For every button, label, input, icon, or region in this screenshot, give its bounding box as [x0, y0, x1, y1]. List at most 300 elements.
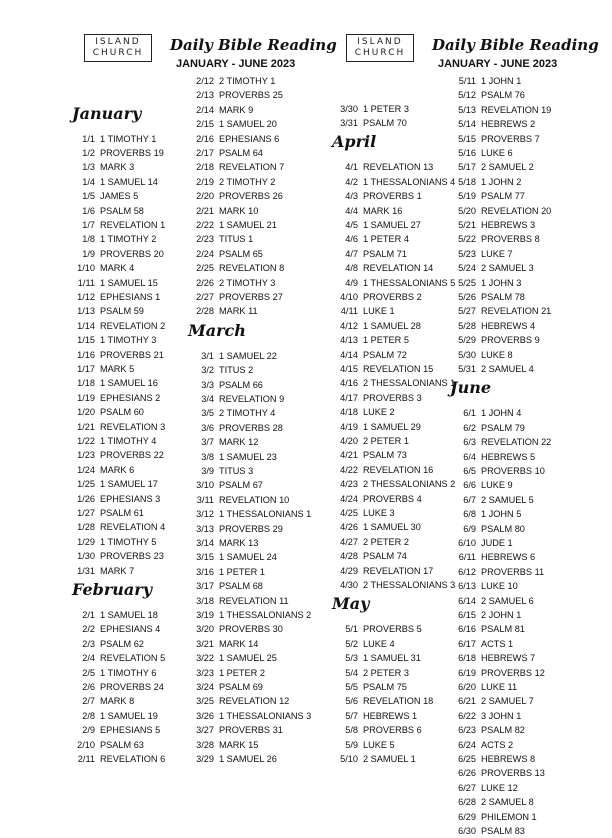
reading-passage: 2 THESSALONIANS 1	[363, 378, 456, 389]
date-range-subtitle: JANUARY - JUNE 2023	[176, 58, 296, 70]
reading-passage: REVELATION 19	[481, 104, 552, 115]
reading-date: 4/12	[340, 320, 358, 331]
reading-row	[186, 88, 283, 102]
reading-date: 6/17	[458, 638, 476, 649]
reading-row	[448, 304, 551, 318]
reading-date: 3/27	[196, 725, 214, 736]
reading-passage: 2 SAMUEL 8	[481, 797, 534, 808]
reading-row	[448, 666, 545, 680]
reading-passage: PROVERBS 8	[481, 234, 540, 245]
reading-date: 3/23	[196, 667, 214, 678]
reading-row	[186, 637, 258, 651]
reading-date: 4/29	[340, 565, 358, 576]
reading-date: 6/3	[463, 437, 476, 448]
reading-passage: PSALM 59	[100, 306, 144, 317]
reading-row	[448, 478, 513, 492]
reading-passage: MARK 15	[219, 739, 259, 750]
reading-passage: LUKE 4	[363, 638, 395, 649]
reading-date: 3/26	[196, 710, 214, 721]
reading-passage: PSALM 75	[363, 681, 407, 692]
reading-date: 1/27	[77, 507, 95, 518]
reading-passage: PROVERBS 11	[481, 566, 545, 577]
reading-passage: EPHESIANS 3	[100, 493, 161, 504]
reading-passage: REVELATION 4	[100, 522, 166, 533]
reading-row	[448, 493, 534, 507]
reading-passage: HEBREWS 7	[481, 653, 536, 664]
reading-row	[330, 261, 433, 275]
reading-passage: PSALM 67	[219, 480, 263, 491]
reading-date: 5/20	[458, 205, 476, 216]
reading-passage: HEBREWS 4	[481, 320, 536, 331]
reading-date: 5/19	[458, 191, 476, 202]
reading-passage: 1 TIMOTHY 1	[100, 133, 157, 144]
reading-passage: EPHESIANS 5	[100, 725, 161, 736]
reading-row	[330, 232, 409, 246]
reading-date: 1/12	[77, 291, 95, 302]
reading-passage: 1 SAMUEL 22	[219, 350, 277, 361]
reading-passage: 1 SAMUEL 20	[219, 119, 277, 130]
reading-date: 1/29	[77, 536, 95, 547]
reading-date: 5/11	[458, 76, 476, 86]
reading-passage: PSALM 73	[363, 450, 407, 461]
reading-date: 1/31	[77, 565, 95, 576]
reading-row	[448, 362, 534, 376]
reading-row	[330, 204, 402, 218]
reading-row	[330, 477, 455, 491]
reading-date: 6/14	[458, 595, 476, 606]
reading-date: 2/9	[82, 725, 95, 736]
month-heading: June	[450, 378, 492, 398]
reading-passage: 1 JOHN 3	[481, 277, 522, 288]
logo-line-2: CHURCH	[92, 48, 144, 58]
reading-passage: 1 PETER 2	[219, 667, 265, 678]
reading-passage: REVELATION 11	[219, 595, 289, 606]
reading-date: 2/28	[196, 306, 214, 317]
reading-row	[448, 738, 513, 752]
reading-date: 1/1	[82, 133, 95, 144]
reading-date: 4/1	[345, 162, 358, 173]
reading-row	[186, 146, 263, 160]
reading-row	[330, 376, 455, 390]
reading-row	[330, 637, 395, 651]
reading-date: 6/26	[458, 768, 476, 779]
reading-passage: 1 THESSALONIANS 4	[363, 176, 456, 187]
reading-row	[330, 189, 422, 203]
reading-date: 3/14	[196, 538, 214, 548]
reading-row	[70, 535, 156, 549]
reading-passage: PROVERBS 22	[100, 450, 164, 461]
reading-passage: 1 SAMUEL 29	[363, 421, 421, 432]
reading-passage: 2 SAMUEL 6	[481, 595, 534, 606]
reading-row	[70, 132, 156, 146]
reading-date: 3/29	[196, 754, 214, 764]
reading-row	[70, 160, 134, 174]
reading-date: 6/30	[458, 826, 476, 836]
reading-row	[186, 594, 289, 608]
reading-row	[186, 450, 277, 464]
reading-date: 4/4	[345, 205, 358, 216]
reading-date: 1/17	[77, 363, 95, 374]
reading-passage: PSALM 81	[481, 624, 525, 635]
reading-row	[70, 738, 144, 752]
reading-row	[448, 579, 518, 593]
reading-date: 3/1	[201, 350, 214, 361]
reading-date: 2/5	[82, 667, 95, 678]
reading-row	[186, 507, 311, 521]
reading-passage: MARK 3	[100, 162, 135, 173]
reading-passage: 1 TIMOTHY 4	[100, 435, 157, 446]
reading-row	[330, 362, 433, 376]
reading-row	[448, 709, 521, 723]
reading-row	[330, 218, 421, 232]
reading-passage: PROVERBS 28	[219, 422, 283, 433]
church-logo	[346, 34, 414, 62]
reading-passage: PROVERBS 3	[363, 392, 422, 403]
reading-date: 4/30	[340, 579, 358, 590]
reading-date: 1/3	[82, 162, 95, 173]
reading-row	[70, 549, 164, 563]
reading-date: 3/18	[196, 595, 214, 606]
reading-row	[186, 651, 277, 665]
reading-date: 2/24	[196, 248, 214, 259]
reading-row	[70, 362, 134, 376]
reading-passage: 1 PETER 4	[363, 234, 409, 245]
reading-date: 4/10	[340, 291, 358, 302]
reading-row	[330, 434, 409, 448]
reading-passage: 1 SAMUEL 25	[219, 653, 277, 664]
reading-row	[186, 680, 263, 694]
reading-date: 2/10	[77, 739, 95, 750]
reading-row	[448, 276, 521, 290]
reading-row	[330, 319, 421, 333]
reading-row	[186, 493, 289, 507]
reading-row	[70, 448, 164, 462]
reading-row	[70, 651, 165, 665]
reading-passage: 2 SAMUEL 7	[481, 696, 534, 707]
reading-passage: 1 PETER 1	[219, 566, 265, 577]
reading-row	[448, 132, 540, 146]
reading-date: 3/17	[196, 581, 214, 592]
reading-passage: PHILEMON 1	[481, 811, 537, 822]
reading-row	[70, 420, 165, 434]
reading-date: 5/6	[345, 696, 358, 707]
reading-row	[186, 536, 258, 550]
reading-row	[448, 421, 525, 435]
reading-date: 6/22	[458, 710, 476, 721]
reading-row	[330, 738, 395, 752]
reading-row	[330, 680, 407, 694]
reading-passage: JAMES 5	[100, 191, 139, 202]
reading-date: 3/15	[196, 552, 214, 563]
reading-date: 5/9	[345, 739, 358, 750]
reading-row	[186, 204, 258, 218]
reading-row	[70, 204, 144, 218]
reading-date: 2/3	[82, 638, 95, 649]
month-heading: February	[72, 579, 153, 599]
reading-passage: 2 PETER 1	[363, 435, 409, 446]
date-range-subtitle: JANUARY - JUNE 2023	[438, 58, 558, 70]
reading-passage: 2 JOHN 1	[481, 610, 522, 620]
reading-passage: PROVERBS 10	[481, 466, 545, 476]
reading-passage: 2 TIMOTHY 4	[219, 408, 276, 419]
reading-date: 4/5	[345, 219, 358, 230]
reading-date: 3/10	[196, 480, 214, 491]
reading-row	[70, 189, 138, 203]
reading-row	[448, 348, 513, 362]
reading-date: 4/7	[345, 248, 358, 259]
reading-passage: REVELATION 7	[219, 162, 285, 173]
reading-passage: PSALM 63	[100, 739, 144, 750]
reading-date: 2/11	[77, 753, 95, 764]
reading-passage: PSALM 76	[481, 90, 525, 101]
reading-row	[186, 175, 275, 189]
reading-date: 4/21	[340, 450, 358, 461]
reading-date: 4/23	[340, 479, 358, 490]
reading-row	[70, 564, 134, 578]
reading-date: 2/2	[82, 624, 95, 635]
reading-passage: REVELATION 13	[363, 162, 434, 173]
reading-date: 5/24	[458, 263, 476, 274]
reading-row	[448, 74, 521, 88]
reading-row	[70, 520, 165, 534]
reading-passage: PROVERBS 9	[481, 335, 540, 346]
reading-passage: 1 SAMUEL 19	[100, 710, 158, 721]
reading-row	[448, 290, 525, 304]
reading-passage: LUKE 6	[481, 148, 513, 158]
reading-passage: REVELATION 5	[100, 653, 166, 664]
reading-passage: PSALM 71	[363, 248, 407, 259]
reading-date: 3/30	[340, 103, 358, 114]
reading-row	[186, 579, 263, 593]
reading-date: 2/20	[196, 191, 214, 202]
reading-row	[70, 218, 165, 232]
reading-row	[70, 506, 144, 520]
reading-row	[186, 565, 265, 579]
reading-passage: 1 TIMOTHY 5	[100, 536, 157, 547]
reading-date: 1/11	[77, 277, 95, 288]
reading-passage: 2 PETER 3	[363, 667, 409, 678]
reading-passage: ACTS 2	[481, 739, 514, 750]
reading-row	[448, 117, 535, 131]
reading-date: 5/22	[458, 234, 476, 245]
reading-date: 2/21	[196, 205, 214, 216]
reading-row	[70, 434, 156, 448]
reading-passage: MARK 10	[219, 205, 259, 216]
reading-date: 3/24	[196, 682, 214, 692]
reading-date: 1/25	[77, 479, 95, 490]
reading-date: 6/25	[458, 754, 476, 764]
page-title: Daily Bible Reading	[432, 36, 599, 54]
reading-row	[186, 421, 283, 435]
reading-passage: PSALM 69	[219, 682, 263, 692]
reading-date: 4/2	[345, 176, 358, 187]
reading-row	[186, 103, 253, 117]
reading-date: 5/2	[345, 638, 358, 649]
reading-date: 3/28	[196, 739, 214, 750]
reading-date: 1/16	[77, 349, 95, 360]
reading-passage: REVELATION 20	[481, 205, 552, 216]
reading-row	[448, 247, 513, 261]
reading-date: 6/23	[458, 725, 476, 736]
reading-date: 5/21	[458, 220, 476, 230]
reading-passage: 2 SAMUEL 2	[481, 162, 534, 173]
reading-date: 6/20	[458, 682, 476, 692]
reading-passage: 2 SAMUEL 5	[481, 494, 534, 505]
reading-passage: MARK 12	[219, 437, 259, 448]
reading-row	[186, 435, 258, 449]
reading-date: 3/31	[340, 117, 358, 128]
reading-date: 6/18	[458, 653, 476, 664]
reading-row	[186, 522, 283, 536]
reading-passage: REVELATION 14	[363, 263, 434, 274]
reading-passage: PROVERBS 5	[363, 624, 422, 635]
reading-passage: HEBREWS 8	[481, 754, 536, 764]
reading-date: 1/7	[82, 219, 95, 230]
reading-row	[186, 276, 275, 290]
reading-date: 6/9	[463, 523, 476, 534]
reading-row	[330, 333, 409, 347]
reading-passage: REVELATION 10	[219, 494, 290, 505]
reading-date: 6/24	[458, 739, 476, 750]
reading-date: 5/30	[458, 349, 476, 360]
reading-passage: LUKE 11	[481, 682, 518, 692]
logo-line-1: ISLAND	[357, 37, 403, 47]
reading-passage: 1 JOHN 1	[481, 76, 522, 86]
reading-passage: PSALM 74	[363, 551, 407, 562]
reading-date: 2/4	[82, 653, 95, 664]
reading-row	[330, 520, 421, 534]
reading-row	[70, 146, 164, 160]
reading-row	[448, 565, 544, 579]
reading-date: 3/20	[196, 624, 214, 635]
reading-row	[330, 622, 422, 636]
reading-passage: 1 SAMUEL 17	[100, 479, 158, 490]
reading-row	[186, 406, 275, 420]
reading-date: 3/4	[201, 394, 214, 404]
reading-date: 4/17	[340, 392, 358, 403]
reading-date: 4/24	[340, 493, 358, 504]
reading-row	[186, 392, 284, 406]
reading-passage: PSALM 65	[219, 248, 263, 259]
reading-row	[70, 261, 134, 275]
reading-date: 1/28	[77, 522, 95, 533]
reading-passage: 1 THESSALONIANS 1	[219, 509, 312, 520]
reading-passage: 1 SAMUEL 18	[100, 609, 158, 620]
reading-passage: REVELATION 21	[481, 306, 552, 317]
reading-row	[330, 290, 422, 304]
month-heading: March	[188, 320, 246, 340]
reading-row	[70, 694, 134, 708]
reading-passage: 1 SAMUEL 30	[363, 522, 421, 533]
reading-row	[70, 608, 158, 622]
reading-passage: PSALM 72	[363, 349, 407, 360]
reading-date: 1/8	[82, 234, 95, 245]
reading-date: 4/11	[340, 306, 358, 317]
reading-passage: 2 SAMUEL 1	[363, 753, 416, 764]
reading-row	[330, 506, 395, 520]
reading-passage: 2 THESSALONIANS 3	[363, 579, 456, 590]
reading-date: 4/20	[340, 435, 358, 446]
reading-date: 2/12	[196, 76, 214, 86]
reading-date: 1/15	[77, 335, 95, 346]
reading-date: 3/16	[196, 566, 214, 577]
reading-row	[330, 578, 455, 592]
reading-passage: MARK 13	[219, 538, 259, 548]
reading-row	[448, 146, 513, 160]
reading-row	[186, 738, 258, 752]
reading-date: 1/6	[82, 205, 95, 216]
reading-date: 3/3	[201, 379, 214, 390]
reading-row	[186, 189, 283, 203]
reading-row	[330, 448, 407, 462]
reading-passage: REVELATION 3	[100, 421, 166, 432]
reading-passage: TITUS 1	[219, 234, 254, 245]
reading-passage: PSALM 68	[219, 581, 263, 592]
reading-passage: PROVERBS 13	[481, 768, 545, 779]
reading-row	[448, 450, 535, 464]
reading-row	[448, 594, 534, 608]
reading-date: 6/8	[463, 509, 476, 520]
reading-date: 1/5	[82, 191, 95, 202]
reading-date: 5/28	[458, 320, 476, 331]
church-logo	[84, 34, 152, 62]
reading-passage: MARK 16	[363, 205, 403, 216]
reading-row	[186, 117, 277, 131]
reading-date: 5/14	[458, 119, 476, 130]
reading-passage: PSALM 82	[481, 725, 525, 736]
reading-passage: PROVERBS 19	[100, 147, 164, 158]
reading-date: 5/13	[458, 104, 476, 115]
reading-date: 3/6	[201, 422, 214, 433]
month-heading: April	[332, 132, 377, 152]
reading-date: 5/12	[458, 90, 476, 101]
reading-passage: LUKE 10	[481, 581, 518, 592]
reading-row	[448, 723, 525, 737]
reading-row	[448, 694, 534, 708]
reading-row	[70, 290, 160, 304]
reading-row	[70, 666, 156, 680]
reading-passage: JUDE 1	[481, 538, 513, 548]
reading-row	[70, 622, 160, 636]
reading-date: 6/21	[458, 696, 476, 707]
reading-passage: 1 SAMUEL 15	[100, 277, 158, 288]
reading-row	[186, 464, 253, 478]
month-heading: January	[72, 103, 142, 123]
reading-row	[330, 709, 417, 723]
reading-row	[186, 290, 283, 304]
reading-date: 6/5	[463, 466, 476, 476]
reading-date: 6/10	[458, 538, 476, 548]
reading-passage: MARK 14	[219, 638, 259, 649]
reading-passage: ACTS 1	[481, 638, 514, 649]
reading-row	[70, 391, 160, 405]
reading-date: 5/25	[458, 277, 476, 288]
reading-passage: 1 TIMOTHY 3	[100, 335, 157, 346]
reading-passage: REVELATION 9	[219, 394, 285, 404]
logo-line-1: ISLAND	[95, 37, 141, 47]
reading-row	[70, 333, 156, 347]
reading-date: 3/9	[201, 466, 214, 476]
reading-date: 1/19	[77, 392, 95, 403]
reading-passage: PSALM 62	[100, 638, 144, 649]
reading-passage: HEBREWS 1	[363, 710, 418, 721]
reading-row	[330, 549, 407, 563]
reading-date: 5/10	[340, 753, 358, 764]
reading-row	[186, 132, 279, 146]
reading-row	[186, 622, 283, 636]
reading-date: 2/18	[196, 162, 214, 173]
reading-passage: 1 SAMUEL 24	[219, 552, 277, 563]
